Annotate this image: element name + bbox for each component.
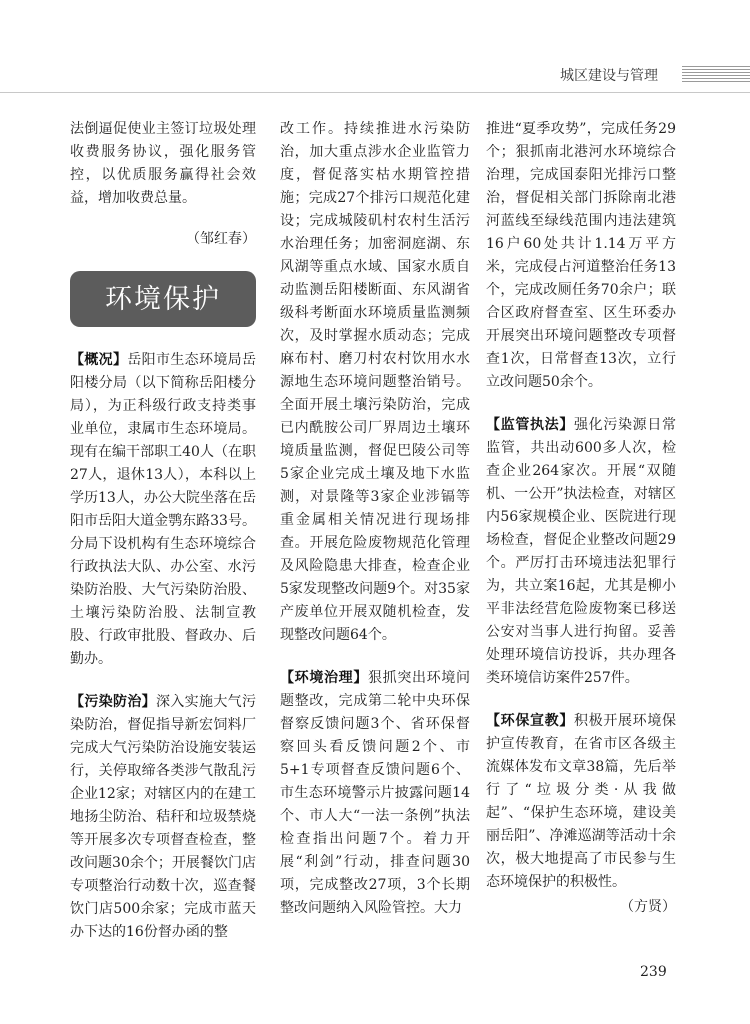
header-decoration-lines [682,66,750,82]
supervision-text: 强化污染源日常监管，共出动600多人次，检查企业264家次。开展“双随机、一公开”执法检查，对辖区内56家规模企业、医院进行现场检查，督促企业整改问题29个。严厉打击环境违法犯罪行为，共立案16起，尤其是柳小平非法经营危险废物案已移送公安对当事人进行拘留。妥善处理环境信访投诉，共办理各类环境信访案件257件。 [486,417,676,686]
publicity-text: 积极开展环境保护宣传教育，在省市区各级主流媒体发布文章38篇，先后举行了“垃圾分类·从我做起”、“保护生态环境，建设美丽岳阳”、净滩巡湖等活动十余次，极大地提高了市民参与生态环境保护的积极性。 [486,713,676,890]
pollution-heading: 【污染防治】 [70,694,156,710]
overview-heading: 【概况】 [70,352,128,368]
supervision-heading: 【监管执法】 [486,417,574,433]
column-2 [280,118,470,940]
page-number: 239 [640,964,667,980]
column-1 [70,118,256,964]
author-signature: （方贤） [620,899,676,915]
section-banner [70,271,256,327]
continued-paragraph: 改工作。持续推进水污染防治，加大重点涉水企业监管力度，督促落实枯水期管控措施；完成27个排污口规范化建设；完成城陵矶村农村生活污水治理任务；加密洞庭湖、东风湖等重点水域、国家水质自动监测岳阳楼断面、东风湖省级科考断面水环境质量监测频次，及时掌握水质动态；完成麻布村、磨刀村农村饮用水水源地生态环境问题整治销号。全面开展土壤污染防治，完成已内酰胺公司厂界周边土壤环境质量监测，督促巴陵公司等5家企业完成土壤及地下水监测，对景隆等3家企业涉镉等重金属相关情况进行现场排查。开展危险废物规范化管理及风险隐患大排查，检查企业5家发现整改问题9个。对35家产废单位开展双随机检查，发现整改问题64个。 [280,121,470,643]
publicity-paragraph [486,710,676,894]
continued-paragraph: 推进“夏季攻势”，完成任务29个；狠抓南北港河水环境综合治理，完成国泰阳光排污口整治，督促相关部门拆除南北港河蓝线至绿线范围内违法建筑16户60处共计1.14万平方米，完成侵占河道整治任务13个，完成改厕任务70余户；联合区政府督查室、区生环委办开展突出环境问题整改专项督查1次，日常督查13次，立行立改问题50余个。 [486,121,676,390]
section-banner-title: 环境保护 [105,283,221,315]
supervision-paragraph [486,414,676,690]
publicity-heading: 【环保宣教】 [486,713,574,729]
pollution-text: 深入实施大气污染防治，督促指导新宏饲料厂完成大气污染防治设施安装运行，关停取缔各类涉气散乱污企业12家；对辖区内的在建工地扬尘防治、秸秆和垃圾禁烧等开展多次专项督查检查，整改问题30余个；开展餐饮门店专项整治行动数十次，巡查餐饮门店500余家；完成市蓝天办下达的16份督办函的整 [70,694,256,940]
author-signature: （邹红春） [186,231,256,247]
governance-text: 狠抓突出环境问题整改，完成第二轮中央环保督察反馈问题3个、省环保督察回头看反馈问题2个、市5+1专项督查反馈问题6个、市生态环境警示片披露问题14个、市人大“一法一条例”执法检查指出问题7个。着力开展“利剑”行动，排查问题30项，完成整改27项，3个长期整改问题纳入风险管控。大力 [280,670,470,916]
pollution-paragraph [70,691,256,944]
section-title: 城区建设与管理 [560,68,658,84]
governance-paragraph [280,667,470,920]
governance-heading: 【环境治理】 [280,670,368,686]
header-divider [0,92,750,93]
continued-paragraph: 法倒逼促使业主签订垃圾处理收费服务协议，强化服务管控，以优质服务赢得社会效益，增加收费总量。 [70,121,256,206]
running-header [560,64,658,86]
overview-text: 岳阳市生态环境局岳阳楼分局（以下简称岳阳楼分局），为正科级行政支持类事业单位，隶属市生态环境局。现有在编干部职工40人（在职27人，退休13人），本科以上学历13人，办公大院坐落在岳阳市岳阳大道金鹗东路33号。分局下设机构有生态环境综合行政执法大队、办公室、水污染防治股、大气污染防治股、土壤污染防治股、法制宣教股、行政审批股、督政办、后勤办。 [70,352,257,667]
overview-paragraph [70,349,256,671]
column-3 [486,118,676,939]
